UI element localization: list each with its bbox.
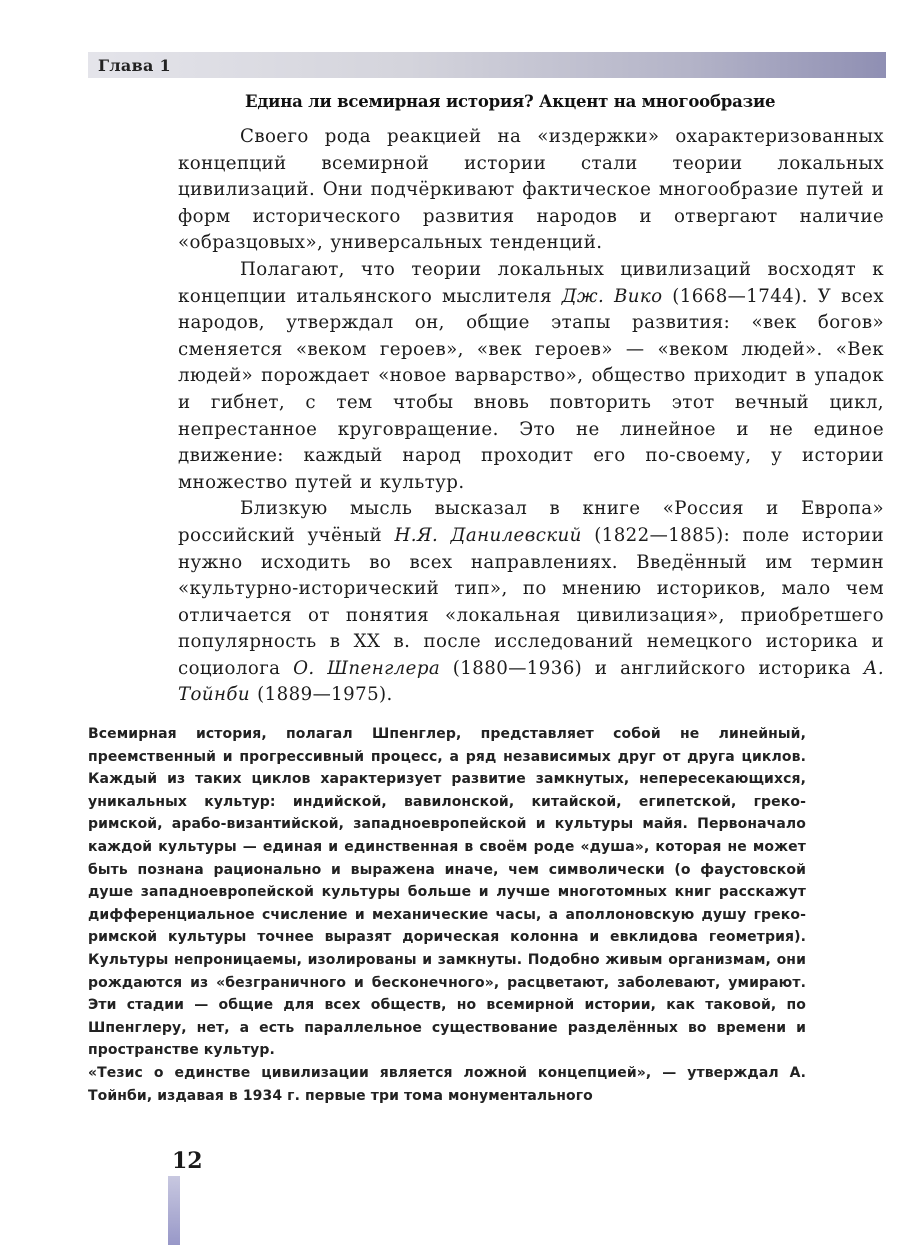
page-side-bar — [168, 1176, 180, 1245]
inset-paragraph-2: «Тезис о единстве цивилизации является ложной концепцией», — утверждал А. Тойнби, издавая в 1934 г. первые три тома монументального — [88, 1064, 806, 1104]
name-vico: Дж. Вико — [561, 285, 663, 307]
chapter-label: Глава 1 — [98, 56, 171, 75]
main-paragraph-2 — [178, 257, 884, 496]
main-paragraph-2-text-b: (1668—1744). У всех народов, утверждал он, общие этапы развития: «век богов» сменяется «веком героев», «век героев» — «веком людей». «Век людей» порождает «новое варварство», общество приходит в упадок и гибнет, с тем чтобы вновь повторить этот вечный цикл, непрестанное круговращение. Это не линейное и не единое движение: каждый народ проходит его по-своему, у истории множество путей и культур. — [178, 285, 884, 493]
name-danilevsky: Н.Я. Данилевский — [394, 524, 582, 546]
chapter-header-bar — [88, 52, 886, 78]
section-heading: Едина ли всемирная история? Акцент на многообразие — [245, 92, 776, 111]
main-text — [178, 124, 884, 709]
main-paragraph-3-text-d: (1889—1975). — [250, 684, 393, 706]
main-paragraph-3 — [178, 496, 884, 709]
inset-text-block — [88, 723, 806, 1107]
inset-paragraph-1: Всемирная история, полагал Шпенглер, представляет собой не линейный, преемственный и прогрессивный процесс, а ряд независимых друг от друга циклов. Каждый из таких циклов характеризует развитие замкнутых, непересекающихся, уникальных культур: индийской, вавилонской, китайской, египетской, греко-римской, арабо-византийской, западноевропейской и культуры майя. Первоначало каждой культуры — единая и единственная в своём роде «душа», которая не может быть познана рационально и выражена иначе, чем символически (о фаустовской душе западноевропейской культуры больше и лучше многотомных книг расскажут дифференциальное счисление и механические часы, а аполлоновскую душу греко-римской культуры точнее выразят дорическая колонна и евклидова геометрия). Культуры непроницаемы, изолированы и замкнуты. Подобно живым организмам, они рождаются из «безграничного и бесконечного», расцветают, заболевают, умирают. Эти стадии — общие для всех обществ, но всемирной истории, как таковой, по Шпенглеру, нет, а есть параллельное существование разделённых во времени и пространстве культур. — [88, 726, 806, 1059]
main-paragraph-1: Своего рода реакцией на «издержки» охарактеризованных концепций всемирной истории стали теории локальных цивилизаций. Они подчёркивают фактическое многообразие путей и форм исторического развития народов и отвергают наличие «образцовых», универсальных тенденций. — [178, 126, 884, 254]
main-paragraph-2-text-a: Полагают, что теории локальных цивилизаций восходят к концепции итальянского мыслителя — [178, 258, 884, 307]
name-toynbee: А. Тойнби — [178, 657, 884, 706]
name-spengler: О. Шпенглера — [293, 657, 441, 679]
page-number: 12 — [172, 1148, 203, 1174]
main-paragraph-3-text-a: Близкую мысль высказал в книге «Россия и Европа» российский учёный — [178, 498, 884, 546]
main-paragraph-3-text-b: (1822—1885): поле истории нужно исходить во всех направлениях. Введённый им термин «культурно-исторический тип», по мнению историков, мало чем отличается от понятия «локальная цивилизация», приобретшего популярность в XX в. после исследований немецкого историка и социолога — [178, 524, 884, 679]
main-paragraph-3-text-c: (1880—1936) и английского историка — [440, 657, 864, 679]
